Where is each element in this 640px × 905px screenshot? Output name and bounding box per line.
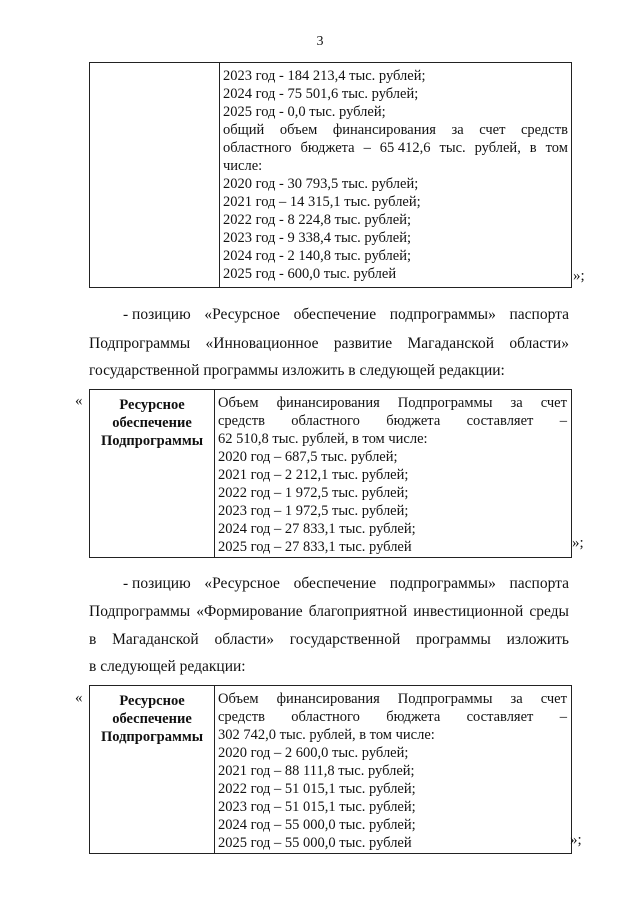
financing-table-continued <box>89 62 572 288</box>
paragraph-word: обеспечение <box>293 575 377 592</box>
financing-word: составляет <box>466 413 534 429</box>
paragraph-word: среды <box>529 603 569 620</box>
paragraph-word: Магаданской <box>112 631 199 648</box>
financing-word: – <box>559 709 567 725</box>
financing-word: счет <box>540 395 567 411</box>
financing-line: 2022 год – 51 015,1 тыс. рублей; <box>218 781 416 797</box>
paragraph-word: инвестиционной <box>413 603 524 620</box>
paragraph-2-line-2 <box>89 603 569 621</box>
closing-quote-2: »; <box>572 535 584 551</box>
paragraph-word: подпрограммы» <box>389 575 496 592</box>
financing-line: 2020 год – 687,5 тыс. рублей; <box>218 449 398 465</box>
resource-table-investment <box>89 685 572 854</box>
financing-word: за <box>510 395 523 411</box>
column-divider <box>214 390 215 557</box>
paragraph-word: - позицию <box>123 306 191 323</box>
financing-line: 2024 год – 55 000,0 тыс. рублей; <box>218 817 416 833</box>
paragraph-word: «Формирование <box>196 603 303 620</box>
financing-line <box>223 139 568 157</box>
financing-word: финансирования <box>332 122 436 138</box>
financing-details <box>218 394 567 556</box>
financing-line: 2021 год – 88 111,8 тыс. рублей; <box>218 763 415 779</box>
header-word: Ресурсное <box>119 693 185 709</box>
financing-word: 65 412,6 <box>379 140 431 156</box>
paragraph-word: изложить <box>506 631 569 648</box>
header-word: Ресурсное <box>119 397 185 413</box>
financing-line <box>218 708 567 726</box>
paragraph-word: обеспечение <box>293 306 377 323</box>
financing-line <box>218 412 567 430</box>
financing-line: 2023 год – 51 015,1 тыс. рублей; <box>218 799 416 815</box>
resource-provision-label <box>92 692 212 746</box>
financing-line: 62 510,8 тыс. рублей, в том числе: <box>218 431 428 447</box>
financing-line: 2023 год – 1 972,5 тыс. рублей; <box>218 503 409 519</box>
financing-word: Объем <box>218 691 259 707</box>
financing-line: 2025 год - 600,0 тыс. рублей <box>223 266 397 282</box>
paragraph-word: «Инновационное <box>205 335 319 352</box>
financing-line: 2023 год - 184 213,4 тыс. рублей; <box>223 68 426 84</box>
header-word: Подпрограммы <box>100 433 204 449</box>
financing-word: финансирования <box>276 395 380 411</box>
paragraph-word: развитие <box>333 335 393 352</box>
financing-word: – <box>559 413 567 429</box>
opening-quote-2: « <box>75 393 83 409</box>
header-word: обеспечение <box>112 415 192 431</box>
financing-word: областного <box>291 709 360 725</box>
financing-line: числе: <box>223 158 263 174</box>
header-word: Подпрограммы <box>100 729 204 745</box>
financing-word: за <box>451 122 464 138</box>
paragraph-2-line-1 <box>123 575 569 593</box>
financing-word: Подпрограммы <box>397 395 493 411</box>
paragraph-2-line-3 <box>89 631 569 649</box>
financing-line: 2022 год - 8 224,8 тыс. рублей; <box>223 212 411 228</box>
financing-word: средств <box>218 413 265 429</box>
financing-line <box>218 394 567 412</box>
financing-word: тыс. <box>439 140 466 156</box>
paragraph-1-line-1 <box>123 306 569 324</box>
financing-line: 2024 год - 2 140,8 тыс. рублей; <box>223 248 411 264</box>
financing-word: бюджета <box>386 709 441 725</box>
financing-word: рублей, <box>474 140 521 156</box>
paragraph-word: области» <box>214 631 275 648</box>
resource-provision-label <box>92 396 212 450</box>
financing-line: 2023 год - 9 338,4 тыс. рублей; <box>223 230 411 246</box>
paragraph-word: «Ресурсное <box>204 575 280 592</box>
column-divider <box>214 686 215 853</box>
paragraph-word: Магаданской <box>407 335 495 352</box>
financing-line: 2021 год – 2 212,1 тыс. рублей; <box>218 467 409 483</box>
closing-quote-1: »; <box>573 268 585 284</box>
financing-details <box>223 67 568 283</box>
financing-line: 302 742,0 тыс. рублей, в том числе: <box>218 727 435 743</box>
financing-line: 2021 год – 14 315,1 тыс. рублей; <box>223 194 421 210</box>
financing-word: бюджета <box>300 140 355 156</box>
financing-word: том <box>545 140 568 156</box>
financing-line <box>223 121 568 139</box>
financing-line: 2025 год - 0,0 тыс. рублей; <box>223 104 386 120</box>
paragraph-1-line-3: государственной программы изложить в следующей редакции: <box>89 362 505 379</box>
paragraph-word: благоприятной <box>308 603 408 620</box>
financing-word: в <box>529 140 537 156</box>
column-divider <box>219 63 220 287</box>
paragraph-word: подпрограммы» <box>389 306 496 323</box>
financing-line: 2020 год - 30 793,5 тыс. рублей; <box>223 176 419 192</box>
resource-table-innovation <box>89 389 572 558</box>
paragraph-word: в <box>89 631 97 648</box>
financing-word: Подпрограммы <box>397 691 493 707</box>
paragraph-word: паспорта <box>509 306 569 323</box>
paragraph-word: Подпрограммы <box>89 335 191 352</box>
paragraph-word: - позицию <box>123 575 191 592</box>
financing-word: средств <box>218 709 265 725</box>
financing-word: счет <box>479 122 506 138</box>
paragraph-word: паспорта <box>509 575 569 592</box>
financing-word: средств <box>521 122 568 138</box>
financing-word: счет <box>540 691 567 707</box>
financing-details <box>218 690 567 852</box>
paragraph-word: «Ресурсное <box>204 306 280 323</box>
header-word: обеспечение <box>112 711 192 727</box>
financing-word: областного <box>291 413 360 429</box>
closing-quote-3: »; <box>570 832 582 848</box>
financing-line: 2020 год – 2 600,0 тыс. рублей; <box>218 745 409 761</box>
financing-word: Объем <box>218 395 259 411</box>
financing-line: 2024 год - 75 501,6 тыс. рублей; <box>223 86 419 102</box>
financing-word: бюджета <box>386 413 441 429</box>
financing-word: областного <box>223 140 292 156</box>
financing-line: 2022 год – 1 972,5 тыс. рублей; <box>218 485 409 501</box>
financing-word: – <box>363 140 371 156</box>
paragraph-1-line-2 <box>89 335 569 353</box>
page-number: 3 <box>316 34 324 49</box>
financing-word: за <box>510 691 523 707</box>
financing-word: объем <box>279 122 318 138</box>
paragraph-word: программы <box>416 631 491 648</box>
financing-line: 2025 год – 27 833,1 тыс. рублей <box>218 539 412 555</box>
paragraph-word: Подпрограммы <box>89 603 191 620</box>
financing-word: финансирования <box>276 691 380 707</box>
financing-line <box>218 690 567 708</box>
paragraph-2-line-4: в следующей редакции: <box>89 658 246 675</box>
paragraph-word: государственной <box>289 631 401 648</box>
financing-word: общий <box>223 122 265 138</box>
paragraph-word: области» <box>509 335 569 352</box>
financing-word: составляет <box>466 709 534 725</box>
financing-line: 2025 год – 55 000,0 тыс. рублей <box>218 835 412 851</box>
financing-line: 2024 год – 27 833,1 тыс. рублей; <box>218 521 416 537</box>
opening-quote-3: « <box>75 690 83 706</box>
